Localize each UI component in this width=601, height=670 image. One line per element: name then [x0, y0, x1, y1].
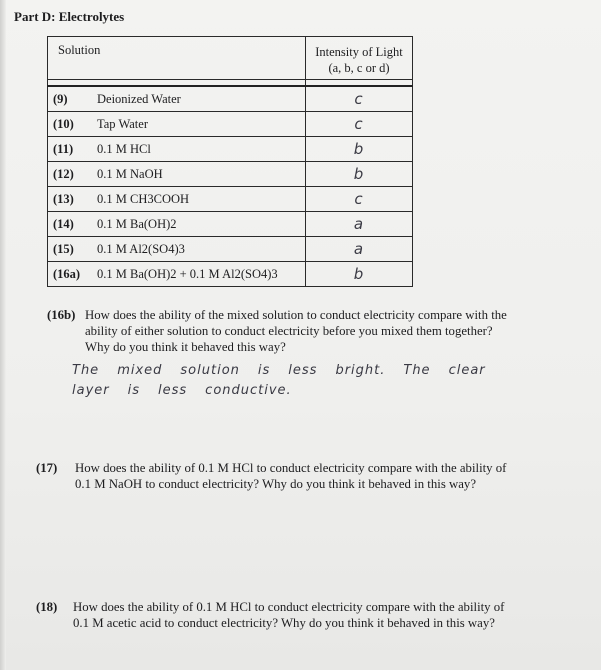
table-row [48, 162, 413, 187]
answer-line [72, 381, 552, 401]
table-row [48, 237, 413, 262]
answer-word: layer [72, 383, 110, 398]
row-number: (11) [53, 141, 74, 156]
part-title: Part D: Electrolytes [14, 9, 125, 24]
table-header-row [48, 37, 413, 80]
intensity-header [306, 37, 413, 80]
intensity-header-line2: (a, b, c or d) [328, 61, 390, 75]
question-text [73, 599, 504, 631]
table-row [48, 86, 413, 112]
row-solution: Deionized Water [97, 91, 181, 106]
row-solution: 0.1 M Al2(SO4)3 [97, 241, 185, 256]
row-number: (14) [53, 216, 74, 231]
row-number: (10) [53, 116, 74, 131]
electrolyte-table [47, 36, 413, 287]
question-number: (18) [36, 600, 58, 614]
row-answer: c [306, 112, 413, 137]
row-answer: c [306, 187, 413, 212]
question-text [85, 307, 507, 355]
row-number: (13) [53, 191, 74, 206]
question-line: How does the ability of 0.1 M HCl to conduct electricity compare with the ability of [73, 600, 505, 614]
answer-word: conductive. [205, 383, 292, 398]
question-line: 0.1 M acetic acid to conduct electricity? Why do you think it behaved in this way? [73, 616, 495, 630]
question-line: Why do you think it behaved this way? [85, 340, 286, 354]
answer-word: less [158, 383, 188, 398]
row-solution: 0.1 M CH3COOH [97, 191, 190, 206]
question-line: How does the ability of the mixed solution to conduct electricity compare with the [85, 308, 507, 322]
table-row [48, 187, 413, 212]
table-row [48, 262, 413, 287]
row-number: (9) [53, 91, 68, 106]
handwritten-answer-16b [72, 361, 552, 401]
row-answer: c [306, 86, 413, 112]
row-solution: 0.1 M HCl [97, 141, 151, 156]
table-row [48, 212, 413, 237]
answer-line [72, 361, 552, 381]
solution-header: Solution [48, 37, 306, 80]
question-line: 0.1 M NaOH to conduct electricity? Why do you think it behaved in this way? [75, 477, 476, 491]
row-solution: Tap Water [97, 116, 148, 131]
answer-word: bright. [335, 363, 386, 378]
question-line: ability of either solution to conduct electricity before you mixed them together? [85, 324, 493, 338]
question-17 [36, 460, 576, 494]
row-solution: 0.1 M NaOH [97, 166, 163, 181]
row-answer: b [306, 162, 413, 187]
row-solution: 0.1 M Ba(OH)2 [97, 216, 177, 231]
question-18 [36, 599, 576, 633]
answer-word: solution [180, 363, 240, 378]
table-row [48, 137, 413, 162]
row-answer: a [306, 237, 413, 262]
question-number: (16b) [47, 308, 76, 322]
table-row [48, 112, 413, 137]
row-number: (16a) [53, 266, 81, 281]
row-number: (15) [53, 241, 74, 256]
question-16b [47, 307, 567, 359]
row-answer: b [306, 137, 413, 162]
row-answer: a [306, 212, 413, 237]
answer-word: The [403, 363, 431, 378]
question-number: (17) [36, 461, 58, 475]
question-text [75, 460, 506, 492]
answer-word: is [257, 363, 271, 378]
answer-word: is [127, 383, 141, 398]
answer-word: The [72, 363, 100, 378]
row-answer: b [306, 262, 413, 287]
answer-word: clear [448, 363, 486, 378]
answer-word: less [288, 363, 318, 378]
intensity-header-line1: Intensity of Light [315, 45, 403, 59]
row-number: (12) [53, 166, 74, 181]
row-solution: 0.1 M Ba(OH)2 + 0.1 M Al2(SO4)3 [97, 266, 278, 281]
answer-word: mixed [117, 363, 163, 378]
question-line: How does the ability of 0.1 M HCl to conduct electricity compare with the ability of [75, 461, 507, 475]
page-edge-shadow [0, 0, 6, 670]
